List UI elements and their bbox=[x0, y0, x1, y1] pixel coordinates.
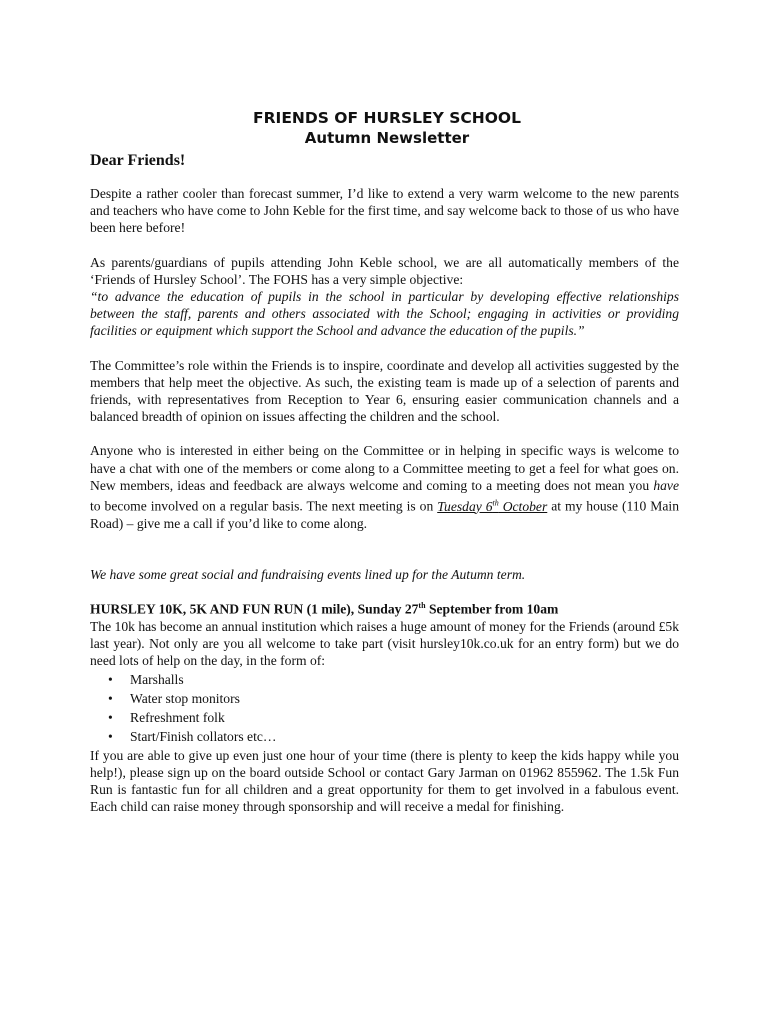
meeting-date-day: Tuesday 6 bbox=[437, 498, 493, 514]
list-item bbox=[108, 670, 679, 689]
events-intro: We have some great social and fundraising events lined up for the Autumn term. bbox=[90, 566, 526, 582]
fun-run-heading-time: September from 10am bbox=[425, 601, 559, 617]
fun-run-heading-suffix: th bbox=[418, 601, 426, 611]
newsletter-subtitle: Autumn Newsletter bbox=[304, 129, 470, 147]
committee-paragraph: The Committee’s role within the Friends is to inspire, coordinate and develop all activities suggested by the members that help meet the objective. As such, the existing team is made up of a selection of parents and friends, with representatives from Reception to Year 6, ensuring easier communication channels and a balanced breadth of opinion on issues affecting the children and the school. bbox=[90, 357, 679, 425]
list-item bbox=[108, 727, 679, 746]
bullet-icon: • bbox=[108, 671, 113, 687]
membership-paragraph bbox=[90, 254, 679, 340]
meeting-date bbox=[437, 499, 547, 514]
bullet-icon: • bbox=[108, 729, 113, 745]
newsletter-title: FRIENDS OF HURSLEY SCHOOL bbox=[253, 109, 521, 127]
fun-run-heading bbox=[90, 597, 679, 618]
meeting-date-suffix: th bbox=[492, 498, 499, 508]
objective-quote: “to advance the education of pupils in the school in particular by developing effective relationships between the staff, parents and others associated with the School; engaging in activities or providing facilities or equipment which support the School and advance the education of the pupils.” bbox=[90, 289, 679, 339]
bullet-icon: • bbox=[108, 710, 113, 726]
fun-run-heading-main: HURSLEY 10K, 5K AND FUN RUN (1 mile), Sunday 27 bbox=[90, 601, 419, 617]
membership-intro: As parents/guardians of pupils attending John Keble school, we are all automatically members of the ‘Friends of Hursley School’. The FOHS has a very simple objective: bbox=[90, 254, 679, 287]
greeting: Dear Friends! bbox=[90, 152, 186, 169]
list-item-label: Start/Finish collators etc… bbox=[130, 729, 277, 745]
meeting-text-2: to become involved on a regular basis. The next meeting is on bbox=[90, 498, 438, 514]
list-item-label: Water stop monitors bbox=[130, 690, 240, 706]
help-list bbox=[90, 670, 679, 747]
meeting-text-1: Anyone who is interested in either being on the Committee or in helping in specific ways is welcome to have a chat with one of the members or come along to a Committee meeting to get a feel for what goes on. New members, ideas and feedback are always welcome and coming to a meeting does not mean you bbox=[90, 443, 679, 493]
bullet-icon: • bbox=[108, 690, 113, 706]
meeting-date-month: October bbox=[498, 498, 548, 514]
fun-run-body: The 10k has become an annual institution which raises a huge amount of money for the Friends (around £5k last year). Not only are you all welcome to take part (visit hursley10k.co.uk for an entry form) but we do need lots of help on the day, in the form of: bbox=[90, 618, 679, 669]
list-item bbox=[108, 689, 679, 708]
list-item-label: Marshalls bbox=[130, 671, 184, 687]
fun-run-closing: If you are able to give up even just one hour of your time (there is plenty to keep the kids happy while you help!), please sign up on the board outside School or contact Gary Jarman on 01962 855962. The 1.5k Fun Run is fantastic fun for all children and a great opportunity for them to get involved in a fabulous event. Each child can raise money through sponsorship and will receive a medal for finishing. bbox=[90, 747, 679, 815]
meeting-text-3: at my house (110 Main Road) – give me a call if you’d like to come along. bbox=[90, 498, 679, 531]
meeting-paragraph bbox=[90, 442, 679, 532]
newsletter-page bbox=[90, 108, 679, 816]
welcome-paragraph: Despite a rather cooler than forecast summer, I’d like to extend a very warm welcome to the new parents and teachers who have come to John Keble for the first time, and say welcome back to those of us who have been here before! bbox=[90, 186, 679, 236]
list-item bbox=[108, 708, 679, 727]
list-item-label: Refreshment folk bbox=[130, 710, 225, 726]
meeting-emphasis: have bbox=[653, 477, 679, 493]
